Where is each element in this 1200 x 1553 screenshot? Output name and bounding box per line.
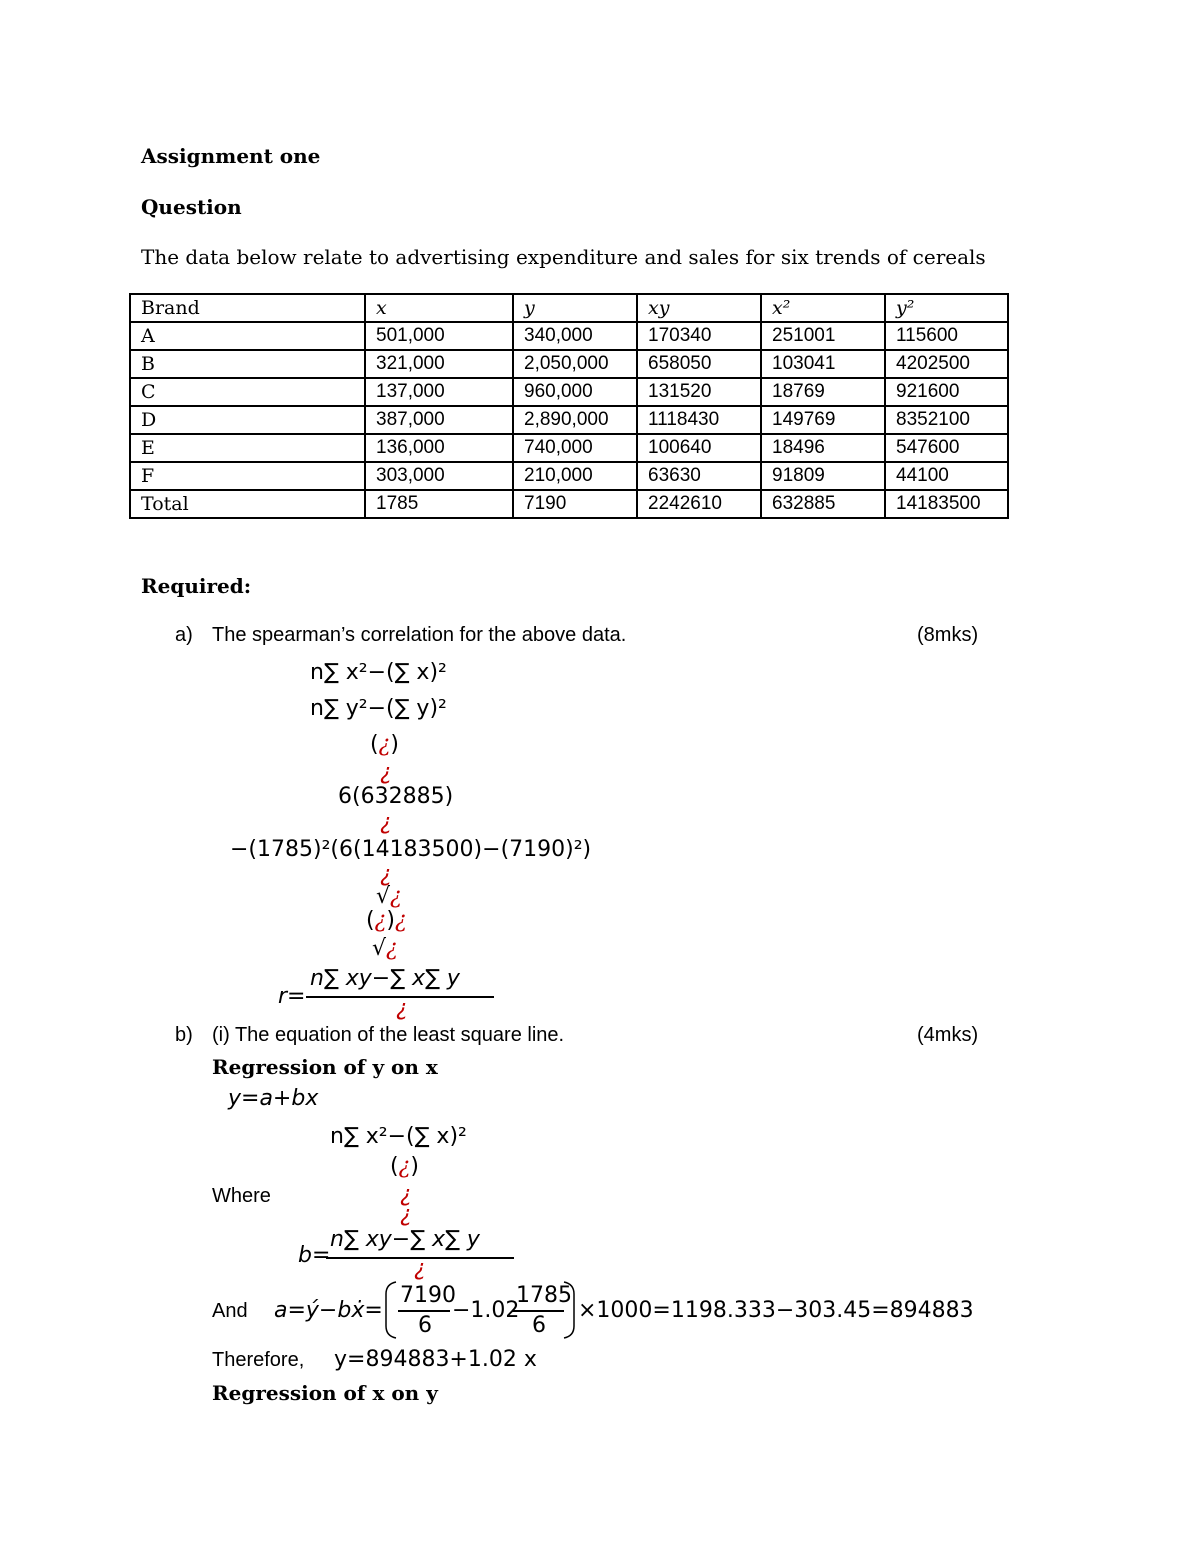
part-a-marks: (8mks) (917, 624, 979, 646)
paren-open: ( (370, 732, 379, 757)
table-cell: 4202500 (885, 350, 1008, 378)
table-cell: 960,000 (513, 378, 637, 406)
formula-line: n∑ x²−(∑ x)² (330, 1124, 467, 1149)
sqrt-symbol: √ (372, 936, 387, 961)
part-b-marks: (4mks) (917, 1024, 979, 1046)
table-header-cell: xy (637, 294, 761, 322)
r-numerator: n∑ xy−∑ x∑ y (310, 966, 460, 991)
inverted-question-mark: ¿ (380, 760, 392, 785)
table-header-cell: y (513, 294, 637, 322)
table-cell: 1118430 (637, 406, 761, 434)
formula-line: −(1785)²(6(14183500)−(7190)²) (230, 837, 592, 862)
table-cell: 136,000 (365, 434, 513, 462)
table-row (130, 462, 1008, 490)
part-a-label: a) (175, 624, 193, 646)
table-cell: 44100 (885, 462, 1008, 490)
table-header-cell: Brand (130, 294, 365, 322)
inverted-question-mark: ¿ (400, 1182, 412, 1207)
part-b-label: b) (175, 1024, 193, 1046)
table-header-cell: x² (761, 294, 885, 322)
paren-close: ) (390, 732, 399, 757)
table-cell: E (130, 434, 365, 462)
coefficient: −1.02 (452, 1298, 520, 1323)
a-result: ×1000=1198.333−303.45=894883 (578, 1298, 974, 1323)
table-cell: 137,000 (365, 378, 513, 406)
table-row (130, 434, 1008, 462)
table-cell: 340,000 (513, 322, 637, 350)
fraction-bar (398, 1310, 450, 1312)
formula-line: n∑ y²−(∑ y)² (310, 696, 447, 721)
question-label: Question (141, 195, 242, 219)
required-label: Required: (141, 574, 252, 598)
table-header-row (130, 294, 1008, 322)
table-cell: 632885 (761, 490, 885, 518)
left-bracket (384, 1280, 398, 1340)
fraction-denominator: 6 (532, 1313, 546, 1338)
formula-line (390, 1154, 419, 1179)
table-cell: 251001 (761, 322, 885, 350)
inverted-question-mark: ¿ (398, 1154, 411, 1179)
data-table (129, 293, 1009, 519)
fraction-numerator: 7190 (400, 1283, 456, 1308)
table-cell: F (130, 462, 365, 490)
table-cell: 2242610 (637, 490, 761, 518)
table-cell: 2,050,000 (513, 350, 637, 378)
table-cell: 63630 (637, 462, 761, 490)
table-cell: 170340 (637, 322, 761, 350)
table-row (130, 378, 1008, 406)
r-denominator: ¿ (396, 996, 408, 1021)
table-cell: 1785 (365, 490, 513, 518)
paren-open: ( (366, 908, 375, 933)
formula-line: n∑ x²−(∑ x)² (310, 660, 447, 685)
table-cell: 740,000 (513, 434, 637, 462)
table-row (130, 322, 1008, 350)
table-cell: 100640 (637, 434, 761, 462)
table-cell: A (130, 322, 365, 350)
table-cell: 2,890,000 (513, 406, 637, 434)
therefore-label: Therefore, (212, 1349, 305, 1371)
table-cell: 131520 (637, 378, 761, 406)
inverted-question-mark: ¿ (374, 908, 387, 933)
part-b-text: (i) The equation of the least square line. (212, 1024, 565, 1046)
regression-y-on-x-heading: Regression of y on x (212, 1055, 438, 1079)
table-cell: 18769 (761, 378, 885, 406)
formula-line (370, 732, 399, 757)
a-expression: a=ý−bẋ= (274, 1298, 383, 1323)
table-cell: 547600 (885, 434, 1008, 462)
fraction-bar (512, 1310, 564, 1312)
b-numerator: n∑ xy−∑ x∑ y (330, 1227, 480, 1252)
table-cell: 8352100 (885, 406, 1008, 434)
and-label: And (212, 1300, 248, 1322)
table-cell: C (130, 378, 365, 406)
inverted-question-mark: ¿ (378, 732, 391, 757)
table-cell: 14183500 (885, 490, 1008, 518)
inverted-question-mark: ¿ (390, 884, 402, 909)
where-label: Where (212, 1185, 271, 1207)
table-cell: 149769 (761, 406, 885, 434)
table-cell: 321,000 (365, 350, 513, 378)
fraction-denominator: 6 (418, 1313, 432, 1338)
table-cell: 387,000 (365, 406, 513, 434)
r-label: r= (278, 984, 306, 1009)
table-cell: 7190 (513, 490, 637, 518)
table-cell: 303,000 (365, 462, 513, 490)
b-label: b= (298, 1243, 331, 1268)
heading: Assignment one (141, 144, 321, 168)
formula-line: 6(632885) (338, 784, 454, 809)
sqrt-symbol: √ (376, 884, 391, 909)
regression-x-on-y-heading: Regression of x on y (212, 1381, 438, 1405)
table-cell: 103041 (761, 350, 885, 378)
fraction-numerator: 1785 (516, 1283, 572, 1308)
table-cell: 18496 (761, 434, 885, 462)
table-cell: Total (130, 490, 365, 518)
table-cell: 921600 (885, 378, 1008, 406)
part-a-text: The spearman’s correlation for the above data. (212, 624, 627, 646)
table-cell: 210,000 (513, 462, 637, 490)
table-cell: B (130, 350, 365, 378)
paren-close: ) (410, 1154, 419, 1179)
table-row (130, 350, 1008, 378)
formula-line (376, 884, 402, 909)
intro-text: The data below relate to advertising expenditure and sales for six trends of cereals (141, 245, 986, 269)
inverted-question-mark: ¿ (400, 1202, 412, 1227)
b-denominator: ¿ (414, 1256, 426, 1281)
table-cell: 501,000 (365, 322, 513, 350)
inverted-question-mark: ¿ (380, 810, 392, 835)
formula-line (366, 908, 407, 933)
inverted-question-mark: ¿ (394, 908, 407, 933)
table-total-row (130, 490, 1008, 518)
final-regression-equation: y=894883+1.02 x (334, 1347, 537, 1372)
right-bracket (562, 1280, 576, 1340)
table-cell: 658050 (637, 350, 761, 378)
inverted-question-mark: ¿ (386, 936, 398, 961)
regression-equation: y=a+bx (228, 1086, 319, 1111)
paren-close: ) (386, 908, 395, 933)
paren-open: ( (390, 1154, 399, 1179)
formula-line (372, 936, 398, 961)
table-header-cell: x (365, 294, 513, 322)
table-cell: D (130, 406, 365, 434)
table-header-cell: y² (885, 294, 1008, 322)
table-cell: 91809 (761, 462, 885, 490)
inverted-question-mark: ¿ (380, 862, 392, 887)
table-row (130, 406, 1008, 434)
table-cell: 115600 (885, 322, 1008, 350)
